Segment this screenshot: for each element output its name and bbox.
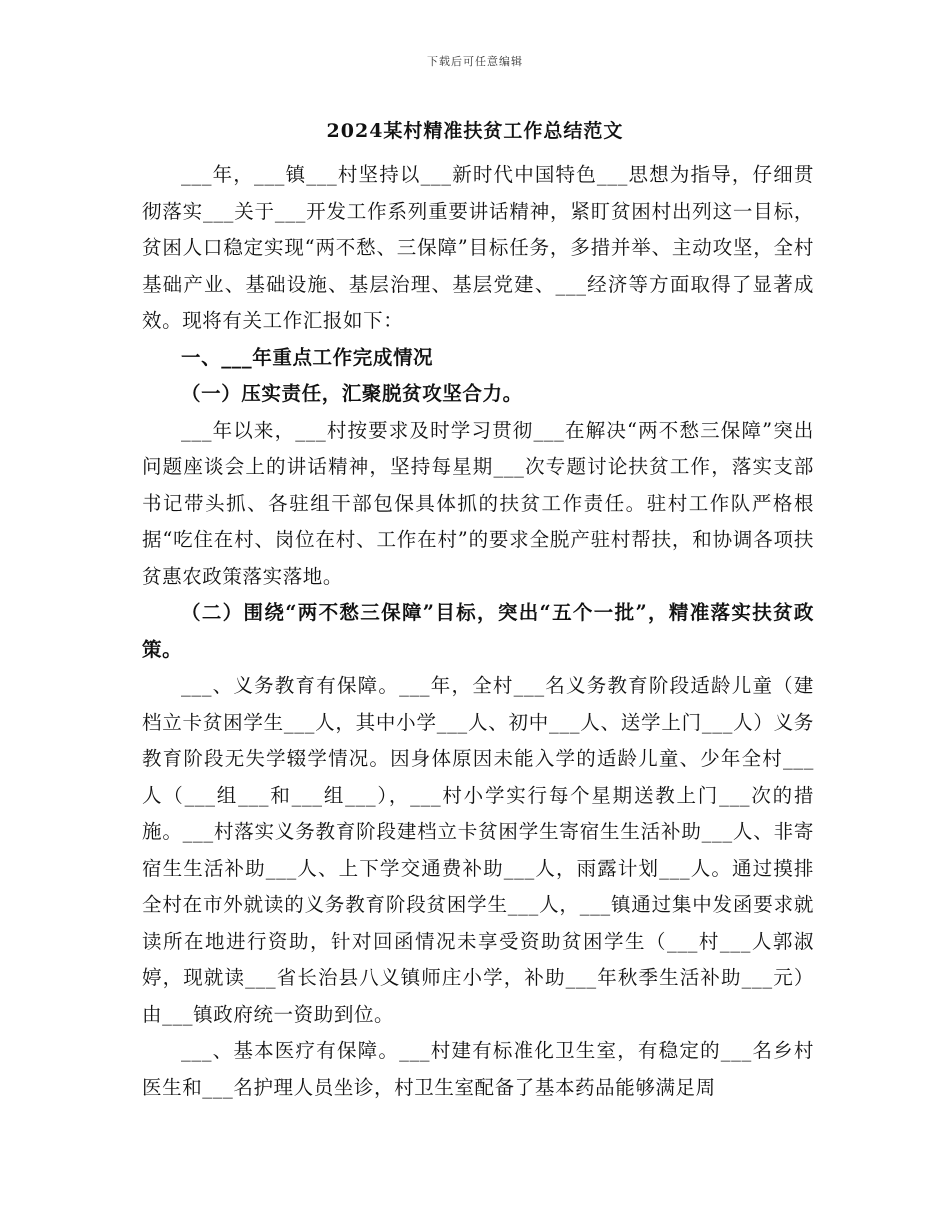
responsibility-paragraph: ___年以来，___村按要求及时学习贯彻___在解决“两不愁三保障”突出问题座谈会上的讲话精神，坚持每星期___次专题讨论扶贫工作，落实支部书记带头抓、各驻组干部包保具体抓的扶贫工作责任。驻村工作队严格根据“吃住在村、岗位在村、工作在村”的要求全脱产驻村帮扶，和协调各项扶贫惠农政策落实落地。 bbox=[142, 418, 814, 588]
page-header-note: 下载后可任意编辑 bbox=[427, 55, 523, 68]
education-paragraph: ___、义务教育有保障。___年，全村___名义务教育阶段适龄儿童（建档立卡贫困学生___人，其中小学___人、初中___人、送学上门___人）义务教育阶段无失学辍学情况。因身体原因未能入学的适龄儿童、少年全村___人（___组___和___组___），___村小学实行每个星期送教上门___次的措施。___村落实义务教育阶段建档立卡贫困学生寄宿生生活补助___人、非寄宿生生活补助___人、上下学交通费补助___人，雨露计划___人。通过摸排全村在市外就读的义务教育阶段贫困学生___人，___镇通过集中发函要求就读所在地进行资助，针对回函情况未享受资助贫困学生（___村___人郭淑婷，现就读___省长治县八义镇师庄小学，补助___年秋季生活补助___元）由___镇政府统一资助到位。 bbox=[142, 674, 814, 1026]
document-title: 2024某村精准扶贫工作总结范文 bbox=[326, 120, 624, 142]
intro-paragraph: ___年，___镇___村坚持以___新时代中国特色___思想为指导，仔细贯彻落实___关于___开发工作系列重要讲话精神，紧盯贫困村出列这一目标，贫困人口稳定实现“两不愁、三保障”目标任务，多措并举、主动攻坚，全村基础产业、基础设施、基层治理、基层党建、___经济等方面取得了显著成效。现将有关工作汇报如下： bbox=[142, 163, 814, 332]
subsection-heading-2: （二）围绕“两不愁三保障”目标，突出“五个一批”，精准落实扶贫政策。 bbox=[142, 601, 814, 661]
medical-paragraph: ___、基本医疗有保障。___村建有标准化卫生室，有稳定的___名乡村医生和___名护理人员坐诊，村卫生室配备了基本药品能够满足周 bbox=[142, 1039, 814, 1099]
document-body bbox=[142, 157, 814, 1106]
section-heading-1: 一、___年重点工作完成情况 bbox=[181, 345, 434, 369]
subsection-heading-1: （一）压实责任，汇聚脱贫攻坚合力。 bbox=[181, 382, 523, 405]
